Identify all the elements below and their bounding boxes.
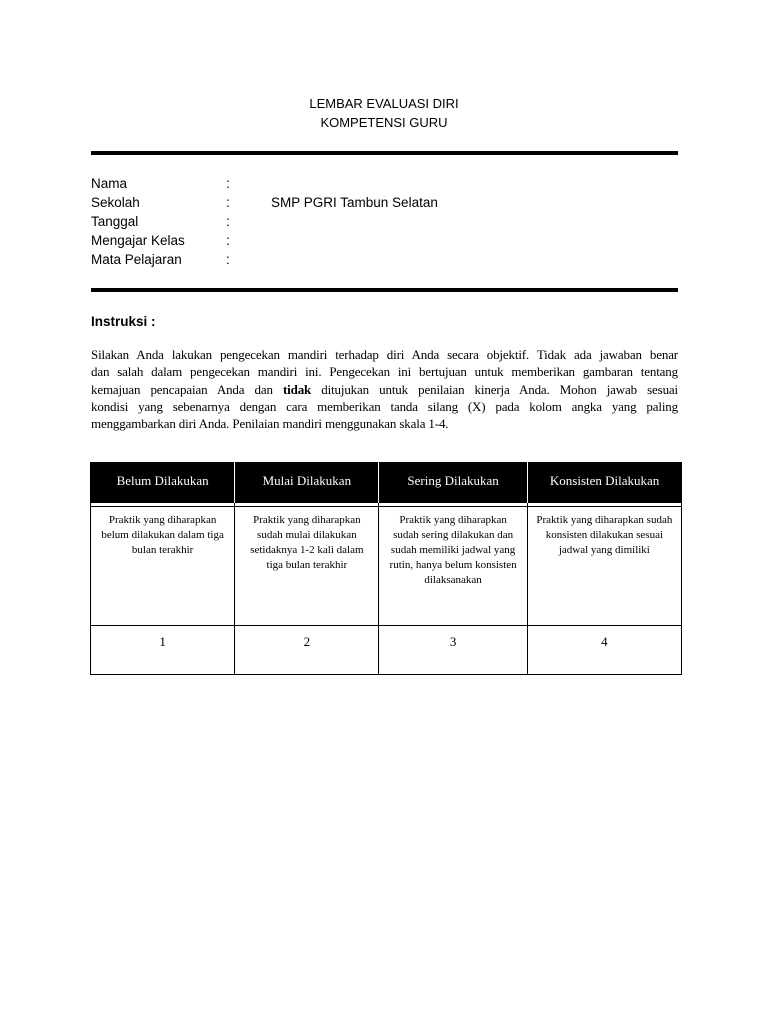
instructions-line: Silakan Anda lakukan pengecekan mandiri terhadap diri Anda secara objektif. Tidak ada jawaban benar [91,347,678,362]
field-label-tanggal: Tanggal [91,214,139,229]
scale-description-mulai: Praktik yang diharapkan sudah mulai dilakukan setidaknya 1-2 kali dalam tiga bulan terakhir [235,507,379,626]
scale-header-sering: Sering Dilakukan [379,462,527,503]
scale-description-sering: Praktik yang diharapkan sudah sering dilakukan dan sudah memiliki jadwal yang rutin, hanya belum konsisten dilaksanakan [379,507,527,626]
field-label-mata-pelajaran: Mata Pelajaran [91,252,182,267]
field-colon: : [226,195,230,210]
scale-number-1[interactable]: 1 [91,626,235,675]
instructions-line: menggambarkan diri Anda. Penilaian mandiri menggunakan skala 1-4. [91,416,449,432]
field-colon: : [226,214,230,229]
top-divider [91,151,678,155]
field-label-sekolah: Sekolah [91,195,140,210]
field-colon: : [226,252,230,267]
scale-description-konsisten: Praktik yang diharapkan sudah konsisten dilakukan sesuai jadwal yang dimiliki [527,507,681,626]
rating-scale-table [90,462,682,675]
document-title-line-2: KOMPETENSI GURU [320,115,448,130]
scale-header-mulai: Mulai Dilakukan [235,462,379,503]
field-row-mata-pelajaran [91,250,678,269]
field-value-sekolah: SMP PGRI Tambun Selatan [271,195,438,210]
instructions-line [91,381,678,398]
rating-scale-description-row [91,507,682,626]
scale-number-3[interactable]: 3 [379,626,527,675]
instructions-line: dan salah dalam pengecekan mandiri ini. Pengecekan ini bertujuan untuk memberikan gambaran tentang [91,364,678,380]
field-row-nama [91,174,678,193]
instructions-title: Instruksi : [91,314,156,329]
scale-number-4[interactable]: 4 [527,626,681,675]
instructions-text: ditujukan untuk penilaian kinerja Anda. Mohon jawab sesuai [311,381,678,397]
instructions-line: kondisi yang sebenarnya dengan cara memberikan tanda silang (X) pada kolom angka yang paling [91,398,678,414]
rating-scale-header-row [91,462,682,503]
scale-number-2[interactable]: 2 [235,626,379,675]
field-colon: : [226,176,230,191]
instructions-paragraph [91,346,678,432]
scale-description-belum: Praktik yang diharapkan belum dilakukan dalam tiga bulan terakhir [91,507,235,626]
instructions-text: kemajuan pencapaian Anda dan [91,381,283,397]
field-row-tanggal [91,212,678,231]
document-title-line-1: LEMBAR EVALUASI DIRI [309,96,459,111]
field-label-mengajar-kelas: Mengajar Kelas [91,233,185,248]
bottom-divider [91,288,678,292]
rating-scale-number-row [91,626,682,675]
field-row-sekolah [91,193,678,212]
field-colon: : [226,233,230,248]
instructions-emphasis: tidak [282,381,312,397]
scale-header-konsisten: Konsisten Dilakukan [527,462,681,503]
field-label-nama: Nama [91,176,128,191]
scale-header-belum: Belum Dilakukan [91,462,235,503]
field-row-mengajar-kelas [91,231,678,250]
